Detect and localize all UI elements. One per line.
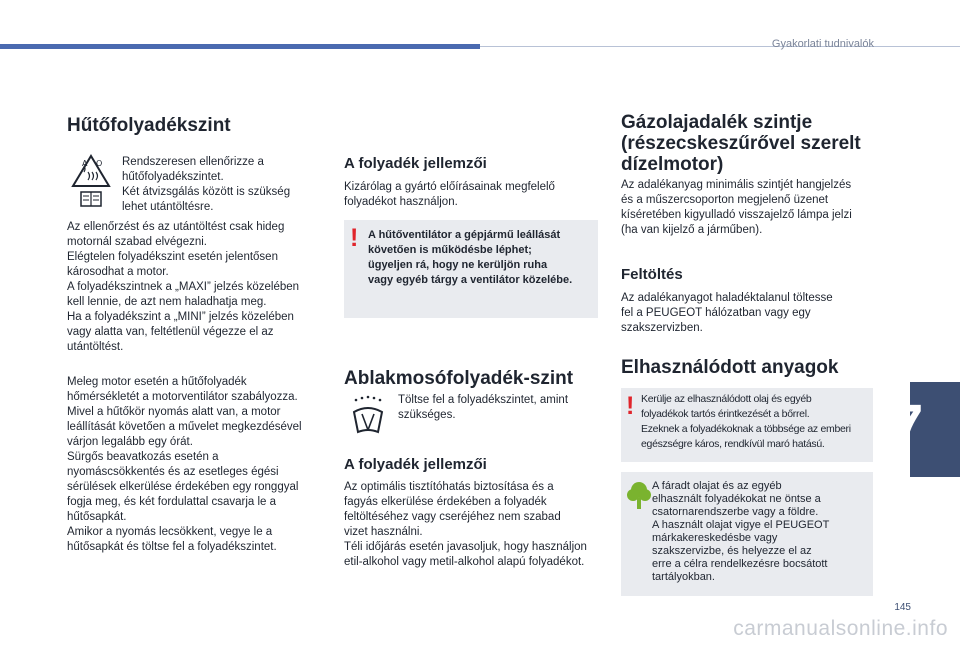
fan-warning-box — [344, 220, 598, 318]
svg-text:O: O — [96, 159, 103, 168]
coolant-paragraph-1: Az ellenőrzést és az utántöltést csak hideg motornál szabad elvégezni. Elégtelen folyadékszint esetén jelentősen károsodhat a motor. A folyadékszintnek a „MAXI” jelzés közelében kell lennie, de azt nem haladhatja meg. Ha a folyadékszint a „MINI” jelzés közelében vagy alatta van, feltétlenül végezze el az utántöltést. — [67, 221, 300, 353]
coolant-heading: Hűtőfolyadékszint — [67, 115, 231, 136]
tree-eco-icon — [626, 480, 652, 515]
section-title: Gyakorlati tudnivalók — [771, 38, 874, 50]
skin-contact-warning-box — [621, 388, 873, 462]
environment-note-text: A fáradt olajat és az egyéb elhasznált folyadékokat ne öntse a csatornarendszerbe vagy a földre. A használt olajat vigye el PEUGEOT márkakereskedésbe vagy szakszervizbe, és helyezze el az erre a célra rendelkezésre bocsátott tartályokban. — [652, 480, 830, 583]
warning-icon: ! — [350, 224, 359, 252]
fluid-spec-heading-2: A folyadék jellemzői — [344, 456, 487, 473]
fluid-spec-heading-1: A folyadék jellemzői — [344, 155, 487, 172]
additive-heading: Gázolajadalék szintje (részecskeszűrővel szerelt dízelmotor) — [621, 112, 861, 175]
used-materials-heading: Elhasználódott anyagok — [621, 357, 839, 378]
coolant-hot-warning-icon — [70, 152, 112, 215]
fan-warning-text: A hűtőventilátor a gépjármű leállását követően is működésbe léphet; ügyeljen rá, hogy ne kerüljön ruha vagy egyéb tárgy a ventilátor közelébe. — [368, 229, 573, 286]
fluid-spec-text-2: Az optimális tisztítóhatás biztosítása és a fagyás elkerülése érdekében a folyadék feltöltéséhez vagy cseréjéhez nem szabad vizet használni. Téli időjárás esetén javasoljuk, hogy használjon etil-alkohol vagy metil-alkohol alapú folyadékot. — [344, 481, 587, 568]
page-number: 145 — [894, 602, 911, 613]
chapter-number: 7 — [891, 393, 924, 458]
coolant-icon-text: Rendszeresen ellenőrizze a hűtőfolyadékszintet. Két átvizsgálás között is szükség lehet utántöltésre. — [122, 156, 291, 213]
watermark: carmanualsonline.info — [733, 617, 948, 640]
windscreen-washer-icon — [348, 394, 388, 443]
fluid-spec-text-1: Kizárólag a gyártó előírásainak megfelelő folyadékot használjon. — [344, 181, 555, 208]
additive-paragraph: Az adalékanyag minimális szintjét hangjelzés és a műszercsoporton megjelenő üzenet kíséretében kigyulladó visszajelző lámpa jelzi (ha van kijelző a járműben). — [621, 179, 852, 236]
header-accent-bar — [0, 44, 480, 49]
washer-heading: Ablakmosófolyadék-szint — [344, 368, 574, 389]
warning-icon: ! — [626, 392, 635, 420]
coolant-paragraph-2: Meleg motor esetén a hűtőfolyadék hőmérsékletét a motorventilátor szabályozza. Mivel a hűtőkör nyomás alatt van, a motor leállítását követően a művelet megkezdésével várjon legalább egy órát. Sürgős beavatkozás esetén a nyomáscsökkentés és az esetleges égési sérülések elkerülése érdekében egy ronggyal fogja meg, és két fordulattal csavarja le a hűtősapkát. Amikor a nyomás lecsökkent, vegye le a hűtősapkát és töltse fel a folyadékszintet. — [67, 376, 302, 553]
skin-contact-warning-text: Kerülje az elhasználódott olaj és egyéb folyadékok tartós érintkezését a bőrrel. Ezeknek a folyadékoknak a többsége az emberi egészségre káros, rendkívül maró hatású. — [641, 393, 851, 450]
refill-heading: Feltöltés — [621, 266, 683, 283]
header-rule — [480, 46, 960, 47]
svg-text:A: A — [82, 159, 88, 168]
environment-note-box — [621, 472, 873, 596]
washer-icon-text: Töltse fel a folyadékszintet, amint szükséges. — [398, 394, 569, 421]
refill-text: Az adalékanyagot haladéktalanul töltesse fel a PEUGEOT hálózatban vagy egy szakszervizben. — [621, 292, 833, 334]
